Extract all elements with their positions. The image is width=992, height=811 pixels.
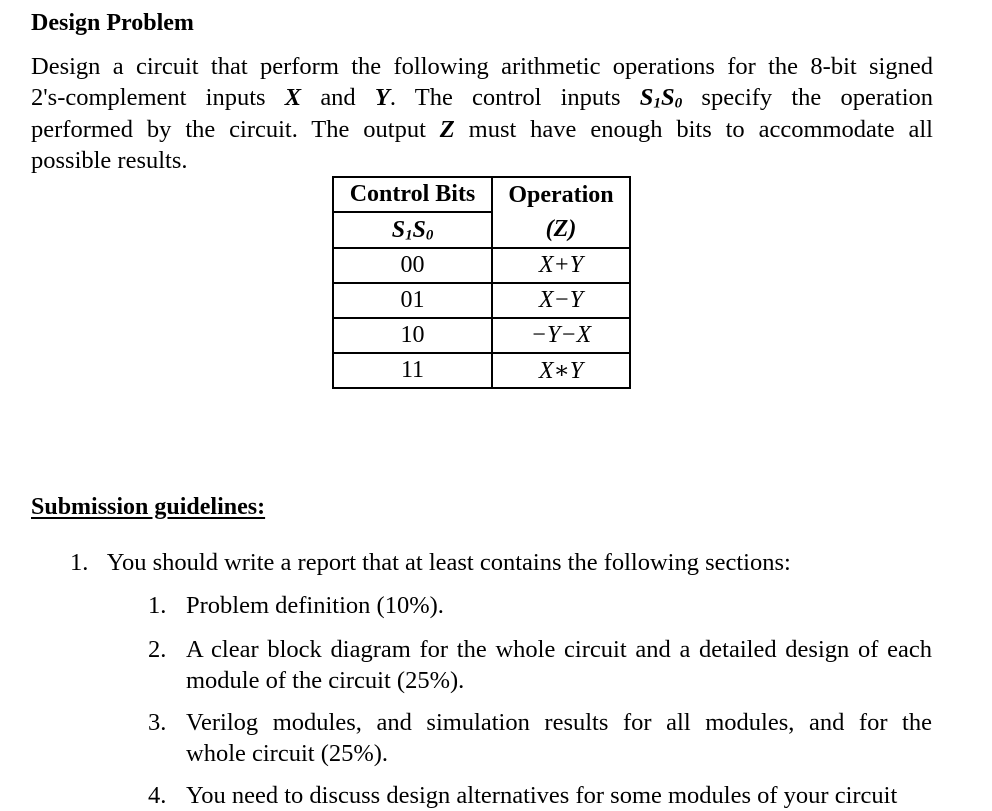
item-number: 4. bbox=[148, 782, 167, 809]
item-number: 1. bbox=[148, 592, 167, 619]
item-text: A clear block diagram for the whole circuit and a detailed design of each bbox=[186, 636, 932, 663]
op-cell: X∗Y bbox=[492, 353, 630, 388]
table-row bbox=[333, 353, 630, 388]
op-cell: X+Y bbox=[492, 248, 630, 283]
intro-line-4: possible results. bbox=[31, 146, 188, 174]
bits-cell: 00 bbox=[333, 248, 492, 283]
z-header: (Z) bbox=[492, 212, 630, 248]
operation-header: Operation bbox=[492, 177, 630, 212]
item-number: 2. bbox=[148, 636, 167, 663]
s1s0-header: $S_1S_0$ bbox=[333, 212, 492, 248]
list-item bbox=[70, 546, 791, 580]
op-cell: X−Y bbox=[492, 283, 630, 318]
table-row bbox=[333, 248, 630, 283]
bits-cell: 10 bbox=[333, 318, 492, 353]
item-text: Problem definition (10%). bbox=[186, 592, 444, 619]
table-row bbox=[333, 283, 630, 318]
item-text: You should write a report that at least contains the following sections: bbox=[106, 549, 791, 576]
item-text: module of the circuit (25%). bbox=[186, 667, 465, 695]
item-number: 1. bbox=[70, 549, 89, 576]
intro-line-1: Design a circuit that perform the following arithmetic operations for the 8-bit signed bbox=[31, 53, 933, 80]
item-text: whole circuit (25%). bbox=[186, 740, 389, 768]
item-text: You need to discuss design alternatives for some modules of your circuit bbox=[186, 782, 898, 809]
control-bits-header: Control Bits bbox=[333, 177, 492, 212]
op-cell: −Y−X bbox=[492, 318, 630, 353]
bits-cell: 11 bbox=[333, 353, 492, 388]
intro-line-3: performed by the circuit. The output Z must have enough bits to accommodate all bbox=[31, 115, 933, 143]
table-row bbox=[333, 318, 630, 353]
intro-line-2: 2's-complement inputs X and Y. The control inputs $S_1S_0$ specify the operation bbox=[31, 84, 934, 113]
operation-table bbox=[332, 176, 631, 389]
item-text: Verilog modules, and simulation results for all modules, and for the bbox=[186, 709, 932, 736]
submission-guidelines-heading: Submission guidelines: bbox=[31, 494, 266, 520]
problem-description bbox=[31, 51, 933, 176]
design-problem-heading: Design Problem bbox=[31, 10, 194, 36]
bits-cell: 01 bbox=[333, 283, 492, 318]
item-number: 3. bbox=[148, 709, 167, 736]
